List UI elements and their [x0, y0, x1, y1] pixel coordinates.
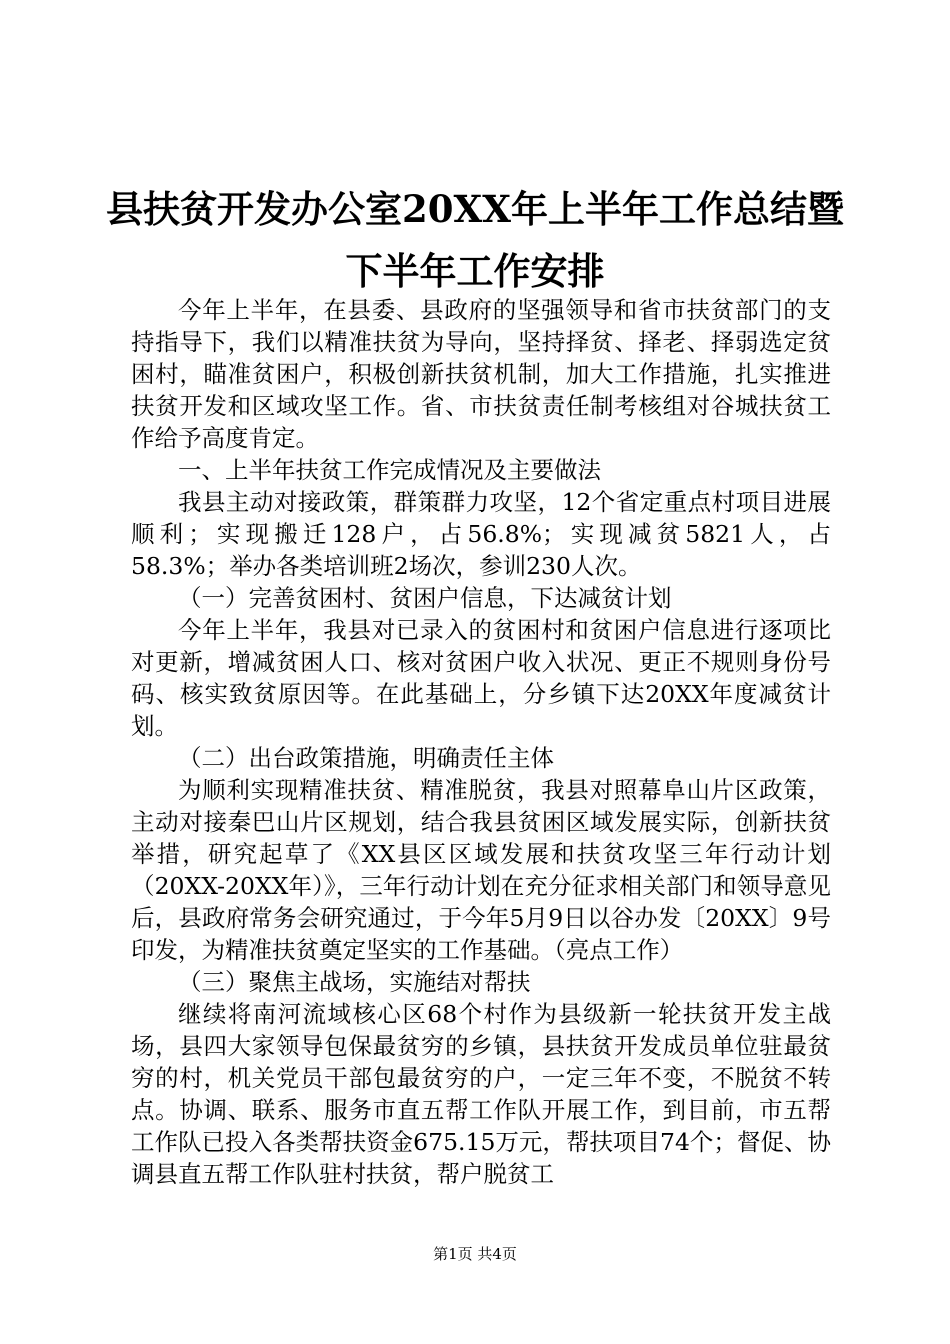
subsection-3-paragraph: 继续将南河流域核心区68个村作为县级新一轮扶贫开发主战场，县四大家领导包保最贫穷的乡镇，县扶贫开发成员单位驻最贫穷的村，机关党员干部包最贫穷的户，一定三年不变，不脱贫不转点。协调、联系、服务市直五帮工作队开展工作，到目前，市五帮工作队已投入各类帮扶资金675.15万元，帮扶项目74个；督促、协调县直五帮工作队驻村扶贫，帮户脱贫工: [131, 1000, 831, 1188]
section-heading-1: 一、上半年扶贫工作完成情况及主要做法: [178, 456, 601, 484]
subsection-heading-2: （二）出台政策措施，明确责任主体: [178, 744, 554, 772]
subsection-2-paragraph: 为顺利实现精准扶贫、精准脱贫，我县对照幕阜山片区政策，主动对接秦巴山片区规划，结合我县贫困区域发展实际，创新扶贫举措，研究起草了《XX县区区域发展和扶贫攻坚三年行动计划（20XX-20XX年）》，三年行动计划在充分征求相关部门和领导意见后，县政府常务会研究通过，于今年5月9日以谷办发〔20XX〕9号印发，为精准扶贫奠定坚实的工作基础。（亮点工作）: [131, 776, 831, 964]
intro-paragraph: 今年上半年，在县委、县政府的坚强领导和省市扶贫部门的支持指导下，我们以精准扶贫为导向，坚持择贫、择老、择弱选定贫困村，瞄准贫困户，积极创新扶贫机制，加大工作措施，扎实推进扶贫开发和区域攻坚工作。省、市扶贫责任制考核组对谷城扶贫工作给予高度肯定。: [131, 296, 831, 452]
subsection-heading-3: （三）聚焦主战场，实施结对帮扶: [178, 968, 531, 996]
subsection-heading-1: （一）完善贫困村、贫困户信息，下达减贫计划: [178, 584, 672, 612]
document-title-line-1: 县扶贫开发办公室20XX年上半年工作总结暨: [106, 187, 844, 231]
page-footer: 第1页 共4页: [433, 1245, 517, 1263]
document-body: [131, 294, 831, 1190]
document-title-line-2: 下半年工作安排: [345, 249, 605, 293]
summary-paragraph: 我县主动对接政策，群策群力攻坚，12个省定重点村项目进展顺利；实现搬迁128户，占56.8%；实现减贫5821人，占58.3%；举办各类培训班2场次，参训230人次。: [131, 488, 831, 580]
subsection-1-paragraph: 今年上半年，我县对已录入的贫困村和贫困户信息进行逐项比对更新，增减贫困人口、核对贫困户收入状况、更正不规则身份号码、核实致贫原因等。在此基础上，分乡镇下达20XX年度减贫计划。: [131, 616, 831, 740]
